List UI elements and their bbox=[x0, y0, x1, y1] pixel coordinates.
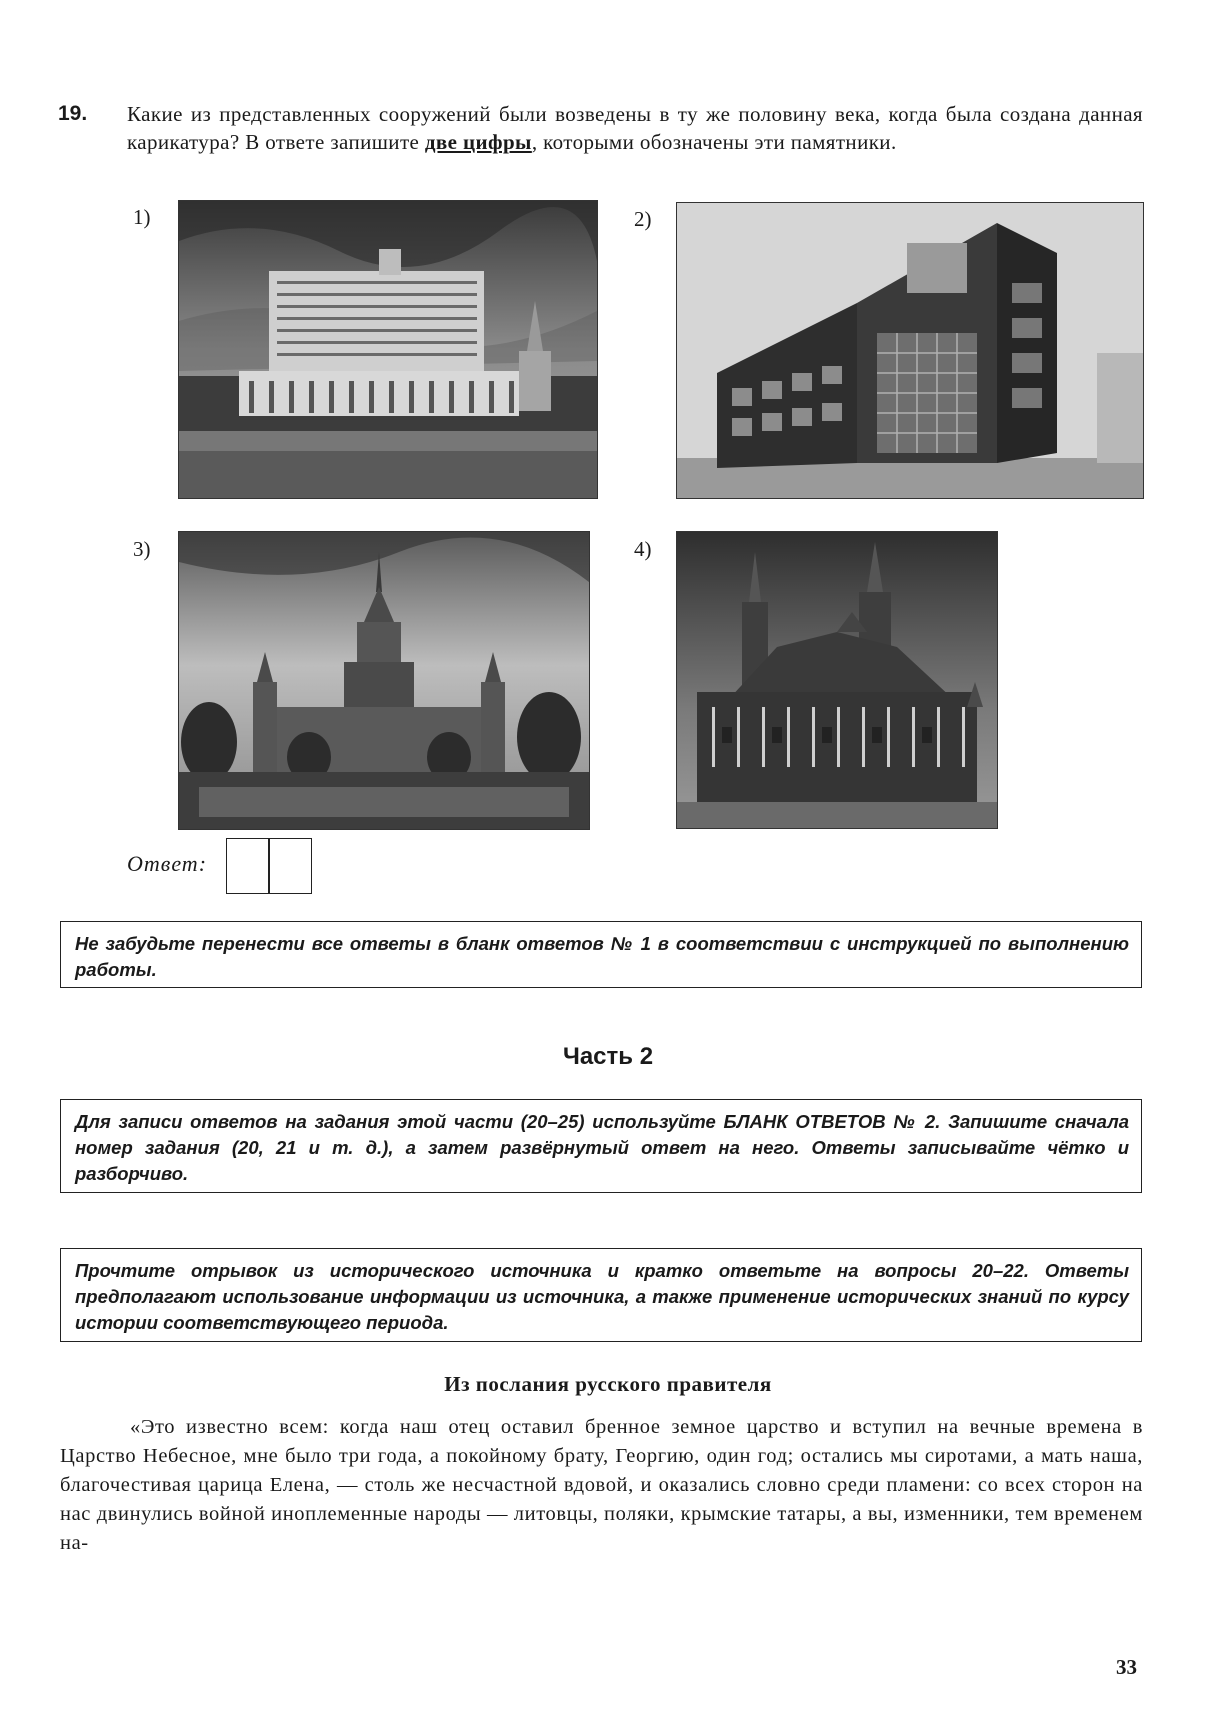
page-number: 33 bbox=[1116, 1655, 1137, 1679]
reading-instructions-box bbox=[60, 1248, 1142, 1342]
answer-label: Ответ: bbox=[127, 851, 208, 876]
question-text-after: , которыми обозначены эти памятники. bbox=[531, 130, 897, 154]
reminder-text: Не забудьте перенести все ответы в бланк ответов № 1 в соответствии с инструкцией по выполнению работы. bbox=[75, 933, 1129, 980]
question-text-before: Какие из представленных сооружений были возведены в ту же половину века, когда была создана данная карикатура? В ответе запишите bbox=[127, 102, 1143, 154]
question-text bbox=[127, 100, 1143, 156]
part-title: Часть 2 bbox=[562, 1043, 654, 1070]
building-photo-3 bbox=[178, 531, 590, 830]
building-photo-1 bbox=[178, 200, 598, 499]
answer-cell-2[interactable] bbox=[268, 838, 312, 894]
building-photo-2 bbox=[676, 202, 1144, 499]
option-label-2: 2) bbox=[634, 207, 652, 231]
building-photo-4 bbox=[676, 531, 998, 829]
source-text bbox=[60, 1413, 1143, 1558]
question-number: 19. bbox=[58, 102, 88, 125]
reminder-box bbox=[60, 921, 1142, 988]
reading-instructions-text: Прочтите отрывок из исторического источника и кратко ответьте на вопросы 20–22. Ответы предполагают использование информации из источника, а также применение исторических знаний по курсу истории соответствующего периода. bbox=[75, 1260, 1129, 1333]
option-label-3: 3) bbox=[133, 537, 151, 561]
option-label-1: 1) bbox=[133, 205, 151, 229]
part2-instructions-text: Для записи ответов на задания этой части (20–25) используйте БЛАНК ОТВЕТОВ № 2. Запишите сначала номер задания (20, 21 и т. д.), а затем развёрнутый ответ на него. Ответы записывайте чётко и разборчиво. bbox=[75, 1111, 1129, 1184]
source-paragraph: «Это известно всем: когда наш отец оставил бренное земное царство и вступил на вечные времена в Царство Небесное, мне было три года, а покойному брату, Георгию, один год; остались мы сиротами, а мать наша, благочестивая царица Елена, — столь же несчастной вдовой, и оказались словно среди пламени: со всех сторон на нас двинулись войной иноплеменные народы — литовцы, поляки, крымские татары, а вы, изменники, тем временем на- bbox=[60, 1416, 1143, 1554]
answer-cell-1[interactable] bbox=[226, 838, 270, 894]
question-emphasis: две цифры bbox=[424, 130, 532, 154]
option-label-4: 4) bbox=[634, 537, 652, 561]
part2-instructions-box bbox=[60, 1099, 1142, 1193]
source-title: Из послания русского правителя bbox=[444, 1372, 772, 1396]
